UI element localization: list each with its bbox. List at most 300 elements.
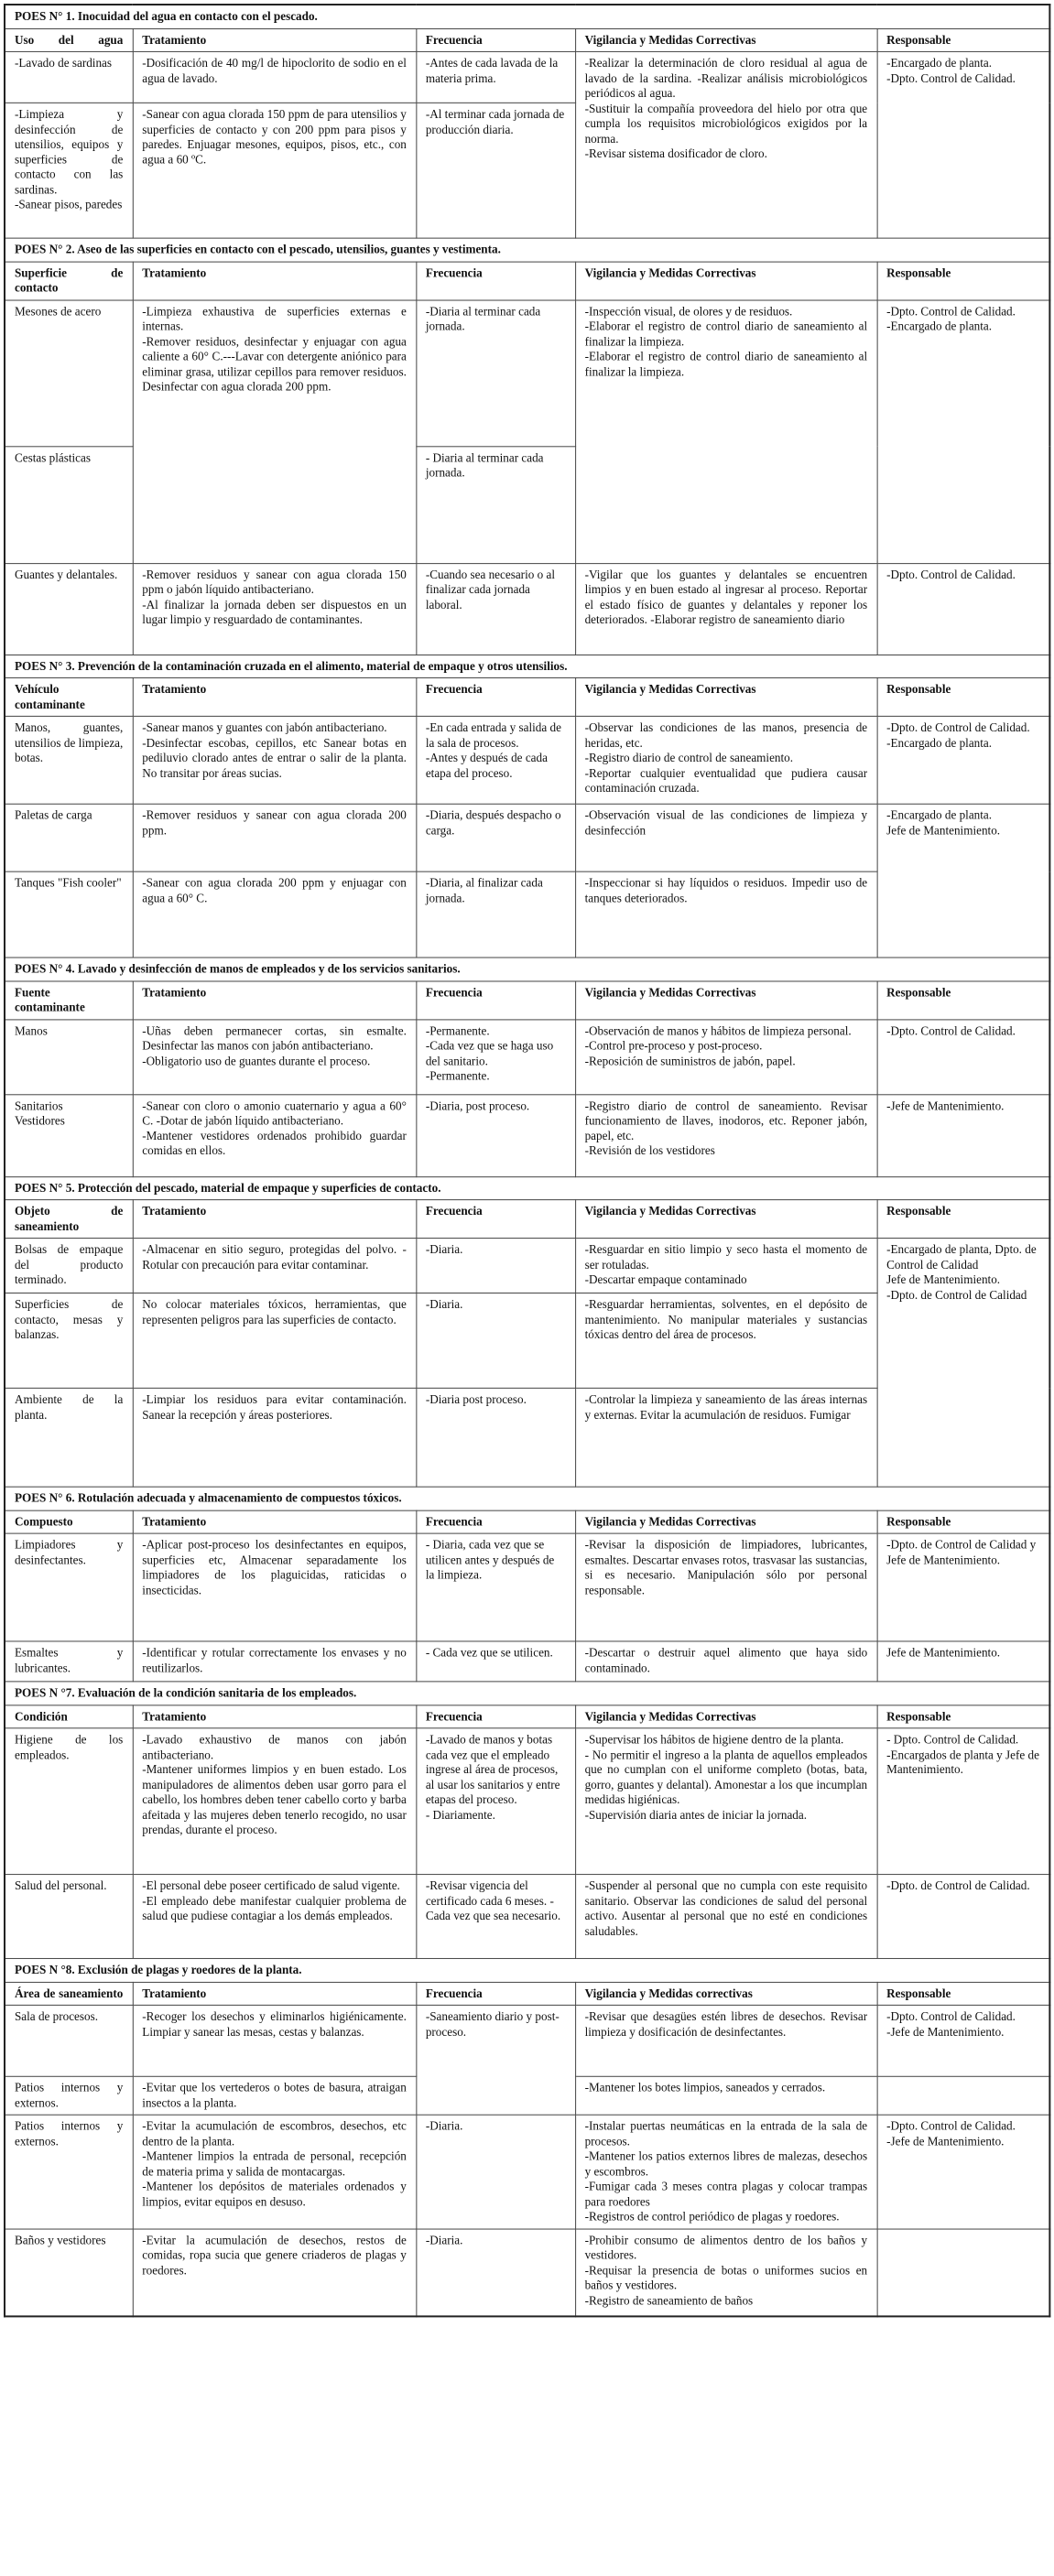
responsible-line: -Dpto. Control de Calidad. (886, 567, 1016, 581)
table-row (5, 1019, 1049, 1094)
responsible-cell (877, 2115, 1050, 2228)
frequency-cell (416, 51, 575, 103)
table-row (5, 1094, 1049, 1176)
treatment-cell (133, 1875, 417, 1959)
vigilance-line: -Controlar la limpieza y saneamiento de las áreas internas y externas. Evitar la acumulación de residuos. Fumigar (584, 1391, 868, 1422)
treatment-cell (133, 804, 417, 871)
responsible-cell (877, 1019, 1050, 1094)
object-line: Manos, guantes, utensilios de limpieza, botas. (14, 720, 124, 764)
section-title-row (5, 238, 1049, 261)
vigilance-line: -Suspender al personal que no cumpla con este requisito sanitario. Observar las condiciones de salud del personal activo. Ausentar al personal que no esté en condiciones saludables. (584, 1878, 868, 1938)
responsible-cell (877, 804, 1050, 958)
responsible-line: -Dpto. Control de Calidad. (886, 2008, 1016, 2023)
responsible-line: -Jefe de Mantenimiento. (886, 2024, 1005, 2039)
frequency-line: -Antes de cada lavada de la materia prima. (425, 55, 559, 85)
header-treatment: Tratamiento (133, 262, 417, 300)
object-line: Cestas plásticas (14, 449, 91, 464)
object-line: -Lavado de sardinas (14, 55, 113, 70)
treatment-line: -Limpieza exhaustiva de superficies externas e internas. (142, 304, 407, 333)
object-line: Salud del personal. (14, 1878, 107, 1893)
frequency-cell (416, 1875, 575, 1959)
table-row (5, 1875, 1049, 1959)
vigilance-line: -Resguardar en sitio limpio y seco hasta el momento de ser rotuladas. (584, 1242, 868, 1272)
frequency-line: - Diaria al terminar cada jornada. (425, 449, 544, 480)
vigilance-cell (575, 1875, 877, 1959)
frequency-line: -Diaria, al finalizar cada jornada. (425, 875, 543, 905)
responsible-cell (877, 300, 1050, 564)
vigilance-line: -Revisar que desagües estén libres de desechos. Revisar limpieza y dosificación de desinfectantes. (584, 2008, 868, 2039)
object-line: Baños y vestidores (14, 2233, 106, 2247)
table-row (5, 804, 1049, 871)
vigilance-line: -Prohibir consumo de alimentos dentro de los baños y vestidores. (584, 2233, 868, 2262)
vigilance-line: -Supervisar los hábitos de higiene dentro de la planta. (584, 1732, 844, 1747)
responsible-line: -Dpto. Control de Calidad. (886, 70, 1016, 85)
treatment-cell (133, 2229, 417, 2317)
table-row (5, 1239, 1049, 1293)
section-title: POES N° 2. Aseo de las superficies en contacto con el pescado, utensilios, guantes y vestimenta. (5, 238, 1049, 261)
section-header-row (5, 1982, 1049, 2005)
object-cell (5, 1239, 133, 1293)
section-header-row (5, 1200, 1049, 1239)
responsible-line: -Encargados de planta y Jefe de Mantenimiento. (886, 1747, 1039, 1777)
frequency-line: -Revisar vigencia del certificado cada 6 meses. -Cada vez que sea necesario. (425, 1878, 561, 1923)
frequency-cell (416, 563, 575, 655)
responsible-line: -Encargado de planta. (886, 319, 993, 333)
frequency-line: -Antes y después de cada etapa del proceso. (425, 750, 548, 780)
header-responsible: Responsable (877, 1510, 1050, 1533)
object-line: Ambiente de la planta. (14, 1391, 124, 1422)
header-vigilance: Vigilancia y Medidas Correctivas (575, 262, 877, 300)
frequency-line: -Diaria. (425, 2118, 463, 2133)
header-col1: Condición (5, 1705, 133, 1727)
responsible-line: -Dpto. de Control de Calidad (886, 1287, 1027, 1302)
vigilance-line: -Control pre-proceso y post-proceso. (584, 1038, 763, 1053)
frequency-cell (416, 300, 575, 447)
object-line: Limpiadores y desinfectantes. (14, 1537, 124, 1567)
treatment-line: -Almacenar en sitio seguro, protegidas del polvo. -Rotular con precaución para evitar contaminar. (142, 1242, 407, 1272)
treatment-cell (133, 2005, 417, 2076)
treatment-line: -El personal debe poseer certificado de salud vigente. (142, 1878, 400, 1893)
object-cell (5, 1293, 133, 1388)
responsible-line: -Dpto. de Control de Calidad. (886, 1878, 1030, 1893)
treatment-line: -Remover residuos y sanear con agua clorada 150 ppm o jabón líquido antibacteriano. (142, 567, 407, 597)
object-cell (5, 2005, 133, 2076)
section-header-row (5, 262, 1049, 300)
treatment-cell (133, 2076, 417, 2115)
header-treatment: Tratamiento (133, 1705, 417, 1727)
vigilance-line: -Revisar la disposición de limpiadores, lubricantes, esmaltes. Descartar envases rotos, trasvasar las sustancias, si es necesario. Manipulación sólo por personal responsable. (584, 1537, 868, 1597)
treatment-cell (133, 300, 417, 564)
responsible-line: - Dpto. Control de Calidad. (886, 1732, 1019, 1747)
object-cell (5, 1641, 133, 1682)
header-treatment: Tratamiento (133, 1200, 417, 1239)
responsible-line: -Jefe de Mantenimiento. (886, 1098, 1005, 1112)
treatment-line: -Sanear con agua clorada 150 ppm de para utensilios y superficies de contacto y con 200 ppm para pisos y paredes. Enjuagar mesones, equipos, pisos, etc., con agua a 60 ºC. (142, 106, 407, 167)
header-frequency: Frecuencia (416, 1200, 575, 1239)
section-title: POES N °8. Exclusión de plagas y roedores de la planta. (5, 1958, 1049, 1981)
header-responsible: Responsable (877, 1200, 1050, 1239)
header-frequency: Frecuencia (416, 1705, 575, 1727)
vigilance-line: -Registro de saneamiento de baños (584, 2292, 754, 2307)
section-title-row (5, 1682, 1049, 1705)
treatment-cell (133, 51, 417, 103)
vigilance-line: -Observación de manos y hábitos de limpieza personal. (584, 1023, 852, 1037)
treatment-line: -Al finalizar la jornada deben ser dispuestos en un lugar limpio y resguardado de contaminantes. (142, 597, 407, 627)
frequency-cell (416, 2115, 575, 2228)
table-row (5, 716, 1049, 804)
frequency-line: - Cada vez que se utilicen. (425, 1645, 553, 1660)
responsible-line: Jefe de Mantenimiento. (886, 1645, 1001, 1660)
vigilance-line: -Requisar la presencia de botas o uniformes sucios en baños y vestidores. (584, 2262, 868, 2292)
frequency-line: -Diaria al terminar cada jornada. (425, 304, 541, 333)
treatment-cell (133, 1019, 417, 1094)
vigilance-cell (575, 1533, 877, 1641)
section-title-row (5, 958, 1049, 980)
poes-table-body (5, 5, 1049, 2316)
header-frequency: Frecuencia (416, 677, 575, 716)
section-title: POES N °7. Evaluación de la condición sanitaria de los empleados. (5, 1682, 1049, 1705)
frequency-line: -Diaria. (425, 1296, 463, 1311)
section-header-row (5, 677, 1049, 716)
header-col1: Objeto de saneamiento (5, 1200, 133, 1239)
treatment-cell (133, 1094, 417, 1176)
object-line: -Sanear pisos, paredes (14, 197, 123, 211)
vigilance-line: -Observar las condiciones de las manos, presencia de heridas, etc. (584, 720, 868, 750)
treatment-cell (133, 1728, 417, 1875)
frequency-cell (416, 1388, 575, 1487)
header-vigilance: Vigilancia y Medidas Correctivas (575, 1705, 877, 1727)
object-cell (5, 446, 133, 563)
treatment-cell (133, 1388, 417, 1487)
section-title: POES N° 3. Prevención de la contaminación cruzada en el alimento, material de empaque y otros utensilios. (5, 655, 1049, 677)
object-line: Patios internos y externos. (14, 2118, 124, 2148)
object-line: Sala de procesos. (14, 2008, 99, 2023)
frequency-cell (416, 871, 575, 958)
table-row (5, 1728, 1049, 1875)
treatment-line: -Remover residuos y sanear con agua clorada 200 ppm. (142, 807, 407, 838)
object-line: Tanques "Fish cooler" (14, 875, 122, 890)
treatment-line: -Identificar y rotular correctamente los envases y no reutilizarlos. (142, 1645, 407, 1674)
header-frequency: Frecuencia (416, 1982, 575, 2005)
object-cell (5, 1533, 133, 1641)
responsible-cell (877, 716, 1050, 804)
vigilance-cell (575, 1239, 877, 1293)
treatment-cell (133, 2115, 417, 2228)
vigilance-line: -Revisar sistema dosificador de cloro. (584, 146, 767, 160)
responsible-line: -Jefe de Mantenimiento. (886, 2134, 1005, 2148)
object-line: Higiene de los empleados. (14, 1732, 124, 1761)
responsible-cell (877, 1875, 1050, 1959)
header-col1: Uso del agua (5, 28, 133, 51)
header-responsible: Responsable (877, 1982, 1050, 2005)
object-cell (5, 300, 133, 447)
frequency-line: -Diaria. (425, 1242, 463, 1257)
frequency-line: - Diaria, cada vez que se utilicen antes y después de la limpieza. (425, 1537, 555, 1582)
header-frequency: Frecuencia (416, 28, 575, 51)
header-col1: Fuente contaminante (5, 980, 133, 1019)
treatment-line: -Sanear con agua clorada 200 ppm y enjuagar con agua a 60° C. (142, 875, 407, 905)
object-cell (5, 1875, 133, 1959)
responsible-cell (877, 563, 1050, 655)
object-line: Patios internos y externos. (14, 2080, 124, 2110)
vigilance-line: -Registros de control periódico de plagas y roedores. (584, 2209, 840, 2224)
treatment-line: -Dosificación de 40 mg/l de hipoclorito de sodio en el agua de lavado. (142, 55, 407, 85)
header-treatment: Tratamiento (133, 1510, 417, 1533)
treatment-line: -Mantener vestidores ordenados prohibido guardar comidas en ellos. (142, 1128, 407, 1158)
vigilance-cell (575, 2005, 877, 2076)
object-cell (5, 2076, 133, 2115)
table-row (5, 563, 1049, 655)
object-line: Mesones de acero (14, 304, 102, 319)
frequency-line: -Permanente. (425, 1023, 490, 1037)
section-title: POES N° 5. Protección del pescado, material de empaque y superficies de contacto. (5, 1176, 1049, 1199)
section-title-row (5, 5, 1049, 28)
frequency-line: -Cada vez que se haga uso del sanitario. (425, 1038, 554, 1067)
treatment-cell (133, 563, 417, 655)
header-treatment: Tratamiento (133, 1982, 417, 2005)
frequency-line: -Saneamiento diario y post-proceso. (425, 2008, 560, 2039)
header-col1: Superficie de contacto (5, 262, 133, 300)
header-vigilance: Vigilancia y Medidas correctivas (575, 1982, 877, 2005)
frequency-cell (416, 1728, 575, 1875)
treatment-line: -Sanear manos y guantes con jabón antibacteriano. (142, 720, 387, 734)
object-cell (5, 716, 133, 804)
treatment-line: -Obligatorio uso de guantes durante el proceso. (142, 1053, 371, 1067)
poes-table (4, 4, 1050, 2317)
header-frequency: Frecuencia (416, 980, 575, 1019)
object-cell (5, 51, 133, 103)
header-responsible: Responsable (877, 28, 1050, 51)
frequency-line: -Diaria post proceso. (425, 1391, 527, 1406)
responsible-cell (877, 1239, 1050, 1488)
treatment-cell (133, 1641, 417, 1682)
section-title-row (5, 1958, 1049, 1981)
frequency-line: -Cuando sea necesario o al finalizar cada jornada laboral. (425, 567, 555, 612)
frequency-line: -Diaria, después despacho o carga. (425, 807, 561, 838)
section-title-row (5, 1487, 1049, 1510)
frequency-cell (416, 804, 575, 871)
frequency-cell (416, 1293, 575, 1388)
responsible-line: -Encargado de planta. (886, 55, 993, 70)
object-line: -Limpieza y desinfección de utensilios, equipos y superficies de contacto con las sardinas. (14, 106, 124, 197)
object-line: Esmaltes y lubricantes. (14, 1645, 124, 1674)
vigilance-cell (575, 1641, 877, 1682)
vigilance-cell (575, 51, 877, 238)
treatment-line: -Evitar que los vertederos o botes de basura, atraigan insectos a la planta. (142, 2080, 407, 2110)
treatment-line: No colocar materiales tóxicos, herramientas, que representen peligros para las superficies de contacto. (142, 1296, 407, 1326)
frequency-cell (416, 716, 575, 804)
responsible-line: Jefe de Mantenimiento. (886, 823, 1001, 838)
treatment-line: -Mantener uniformes limpios y en buen estado. Los manipuladores de alimentos deben usar gorro para el cabello, los hombres deben tener cabello corto y barba afeitada y las mujeres deben tenerlo recogido, no usar prendas, durante el proceso. (142, 1762, 407, 1837)
treatment-line: -Lavado exhaustivo de manos con jabón antibacteriano. (142, 1732, 407, 1761)
vigilance-cell (575, 2076, 877, 2115)
vigilance-cell (575, 871, 877, 958)
frequency-line: -Permanente. (425, 1068, 490, 1083)
responsible-line: -Dpto. de Control de Calidad. (886, 720, 1030, 734)
frequency-cell (416, 1641, 575, 1682)
section-header-row (5, 1510, 1049, 1533)
table-row (5, 1641, 1049, 1682)
header-col1: Compuesto (5, 1510, 133, 1533)
object-line: Vestidores (14, 1113, 65, 1128)
responsible-cell (877, 1728, 1050, 1875)
responsible-cell (877, 51, 1050, 238)
header-responsible: Responsable (877, 677, 1050, 716)
vigilance-cell (575, 2229, 877, 2317)
treatment-line: -Evitar la acumulación de escombros, desechos, etc dentro de la planta. (142, 2118, 407, 2148)
treatment-cell (133, 103, 417, 238)
treatment-cell (133, 871, 417, 958)
frequency-cell (416, 103, 575, 238)
responsible-line: -Encargado de planta, Dpto. de Control de Calidad (886, 1242, 1037, 1272)
vigilance-cell (575, 563, 877, 655)
responsible-line: -Encargado de planta. (886, 735, 993, 750)
treatment-line: -El empleado debe manifestar cualquier problema de salud que pudiese contagiar a los demás empleados. (142, 1893, 407, 1923)
vigilance-line: -Resguardar herramientas, solventes, en el depósito de mantenimiento. No manipular materiales y sustancias tóxicas dentro del área de procesos. (584, 1296, 868, 1341)
object-cell (5, 2229, 133, 2317)
treatment-line: -Remover residuos, desinfectar y enjuagar con agua caliente a 60° C.---Lavar con detergente aniónico para eliminar grasa, utilizar cepillos para remover residuos. Desinfectar con agua clorada 200 ppm. (142, 333, 407, 394)
header-responsible: Responsable (877, 1705, 1050, 1727)
section-title-row (5, 1176, 1049, 1199)
object-cell (5, 1388, 133, 1487)
treatment-line: -Desinfectar escobas, cepillos, etc Sanear botas en pediluvio clorado antes de entrar o salir de la planta. No transitar por áreas sucias. (142, 735, 407, 780)
vigilance-line: -Vigilar que los guantes y delantales se encuentren limpios y en buen estado al ingresar al proceso. Reportar el estado físico de guantes y delantales y reponer los deteriorados. -Elaborar registro de saneamiento diario (584, 567, 868, 627)
object-line: Guantes y delantales. (14, 567, 118, 581)
frequency-line: -En cada entrada y salida de la sala de procesos. (425, 720, 561, 750)
header-col1: Vehículo contaminante (5, 677, 133, 716)
header-responsible: Responsable (877, 980, 1050, 1019)
treatment-line: -Aplicar post-proceso los desinfectantes en equipos, superficies etc, Almacenar separadamente los limpiadores de los plaguicidas, raticidas o insecticidas. (142, 1537, 407, 1597)
section-title-row (5, 655, 1049, 677)
header-treatment: Tratamiento (133, 677, 417, 716)
header-vigilance: Vigilancia y Medidas Correctivas (575, 28, 877, 51)
treatment-cell (133, 1293, 417, 1388)
frequency-line: - Diariamente. (425, 1807, 495, 1822)
object-cell (5, 871, 133, 958)
frequency-cell (416, 446, 575, 563)
vigilance-line: -Descartar o destruir aquel alimento que haya sido contaminado. (584, 1645, 868, 1674)
header-frequency: Frecuencia (416, 262, 575, 300)
object-line: Superficies de contacto, mesas y balanzas. (14, 1296, 124, 1341)
vigilance-line: -Instalar puertas neumáticas en la entrada de la sala de procesos. (584, 2118, 868, 2148)
object-line: Manos (14, 1023, 48, 1037)
vigilance-line: -Fumigar cada 3 meses contra plagas y colocar trampas para roedores (584, 2179, 868, 2209)
vigilance-cell (575, 716, 877, 804)
vigilance-line: -Reposición de suministros de jabón, papel. (584, 1053, 796, 1067)
section-header-row (5, 980, 1049, 1019)
responsible-line: -Encargado de planta. (886, 807, 993, 822)
header-col1: Área de saneamiento (5, 1982, 133, 2005)
vigilance-line: -Descartar empaque contaminado (584, 1272, 747, 1286)
frequency-cell (416, 1533, 575, 1641)
section-title: POES N° 1. Inocuidad del agua en contacto con el pescado. (5, 5, 1049, 28)
vigilance-line: -Inspección visual, de olores y de residuos. (584, 304, 793, 319)
section-title: POES N° 4. Lavado y desinfección de manos de empleados y de los servicios sanitarios. (5, 958, 1049, 980)
table-row (5, 51, 1049, 103)
vigilance-line: -Inspeccionar si hay líquidos o residuos. Impedir uso de tanques deteriorados. (584, 875, 868, 905)
treatment-line: -Evitar la acumulación de desechos, restos de comidas, ropa sucia que genere criaderos de plagas y roedores. (142, 2233, 407, 2277)
treatment-line: -Uñas deben permanecer cortas, sin esmalte. Desinfectar las manos con jabón antibacteriano. (142, 1023, 407, 1053)
treatment-line: -Sanear con cloro o amonio cuaternario y agua a 60° C. -Dotar de jabón líquido antibacteriano. (142, 1098, 407, 1128)
frequency-cell (416, 1094, 575, 1176)
vigilance-line: -Observación visual de las condiciones de limpieza y desinfección (584, 807, 868, 838)
header-vigilance: Vigilancia y Medidas Correctivas (575, 1510, 877, 1533)
table-row (5, 2005, 1049, 2076)
object-line: Bolsas de empaque del producto terminado. (14, 1242, 124, 1286)
object-cell (5, 804, 133, 871)
treatment-line: -Mantener limpios la entrada de personal, recepción de materia prima y salida de montacargas. (142, 2148, 407, 2179)
object-cell (5, 2115, 133, 2228)
object-line: Paletas de carga (14, 807, 92, 822)
vigilance-cell (575, 1019, 877, 1094)
frequency-line: -Diaria, post proceso. (425, 1098, 530, 1112)
treatment-line: -Mantener los depósitos de materiales ordenados y limpios, evitar equipos en desuso. (142, 2179, 407, 2209)
section-header-row (5, 1705, 1049, 1727)
frequency-cell (416, 1239, 575, 1293)
vigilance-line: -Realizar la determinación de cloro residual al agua de lavado de la sardina. -Realizar análisis microbiológicos periódicos al agua. (584, 55, 868, 100)
object-cell (5, 103, 133, 238)
responsible-cell (877, 2005, 1050, 2076)
header-treatment: Tratamiento (133, 28, 417, 51)
vigilance-line: -Supervisión diaria antes de iniciar la jornada. (584, 1807, 808, 1822)
frequency-cell (416, 1019, 575, 1094)
frequency-cell (416, 2229, 575, 2317)
treatment-line: -Recoger los desechos y eliminarlos higiénicamente. Limpiar y sanear las mesas, cestas y balanzas. (142, 2008, 407, 2039)
vigilance-cell (575, 300, 877, 564)
vigilance-line: -Registro diario de control de saneamiento. (584, 750, 794, 764)
responsible-line: -Dpto. Control de Calidad. (886, 1023, 1016, 1037)
object-cell (5, 1094, 133, 1176)
frequency-line: -Diaria. (425, 2233, 463, 2247)
vigilance-cell (575, 1094, 877, 1176)
table-row (5, 2115, 1049, 2228)
vigilance-cell (575, 1293, 877, 1388)
table-row (5, 1533, 1049, 1641)
vigilance-cell (575, 2115, 877, 2228)
treatment-cell (133, 1533, 417, 1641)
vigilance-line: -Mantener los patios externos libres de malezas, desechos y escombros. (584, 2148, 868, 2179)
treatment-cell (133, 716, 417, 804)
vigilance-line: -Registro diario de control de saneamiento. Revisar funcionamiento de llaves, inodoros, etc. Reponer jabón, papel, etc. (584, 1098, 868, 1142)
vigilance-line: -Reportar cualquier eventualidad que pudiera causar contaminación cruzada. (584, 765, 868, 795)
header-responsible: Responsable (877, 262, 1050, 300)
header-vigilance: Vigilancia y Medidas Correctivas (575, 1200, 877, 1239)
vigilance-line: -Sustituir la compañía proveedora del hielo por otra que cumpla los requisitos microbiológicos exigidos por la norma. (584, 101, 868, 146)
responsible-cell (877, 1641, 1050, 1682)
header-vigilance: Vigilancia y Medidas Correctivas (575, 677, 877, 716)
table-row (5, 2229, 1049, 2317)
table-row (5, 300, 1049, 447)
vigilance-cell (575, 804, 877, 871)
responsible-cell (877, 1533, 1050, 1641)
vigilance-line: -Mantener los botes limpios, saneados y cerrados. (584, 2080, 826, 2094)
frequency-line: -Lavado de manos y botas cada vez que el empleado ingrese al área de procesos, al usar los sanitarios y entre etapas del proceso. (425, 1732, 560, 1807)
vigilance-cell (575, 1728, 877, 1875)
section-header-row (5, 28, 1049, 51)
object-line: Sanitarios (14, 1098, 63, 1112)
frequency-line: -Al terminar cada jornada de producción diaria. (425, 106, 565, 136)
object-cell (5, 563, 133, 655)
responsible-line: Jefe de Mantenimiento. (886, 1272, 1001, 1286)
vigilance-cell (575, 1388, 877, 1487)
vigilance-line: -Revisión de los vestidores (584, 1143, 715, 1158)
responsible-cell (877, 1094, 1050, 1176)
vigilance-line: -Elaborar el registro de control diario de saneamiento al finalizar la limpieza. (584, 349, 868, 378)
responsible-line: -Dpto. Control de Calidad. (886, 304, 1016, 319)
header-vigilance: Vigilancia y Medidas Correctivas (575, 980, 877, 1019)
treatment-cell (133, 1239, 417, 1293)
responsible-line: -Dpto. Control de Calidad. (886, 2118, 1016, 2133)
